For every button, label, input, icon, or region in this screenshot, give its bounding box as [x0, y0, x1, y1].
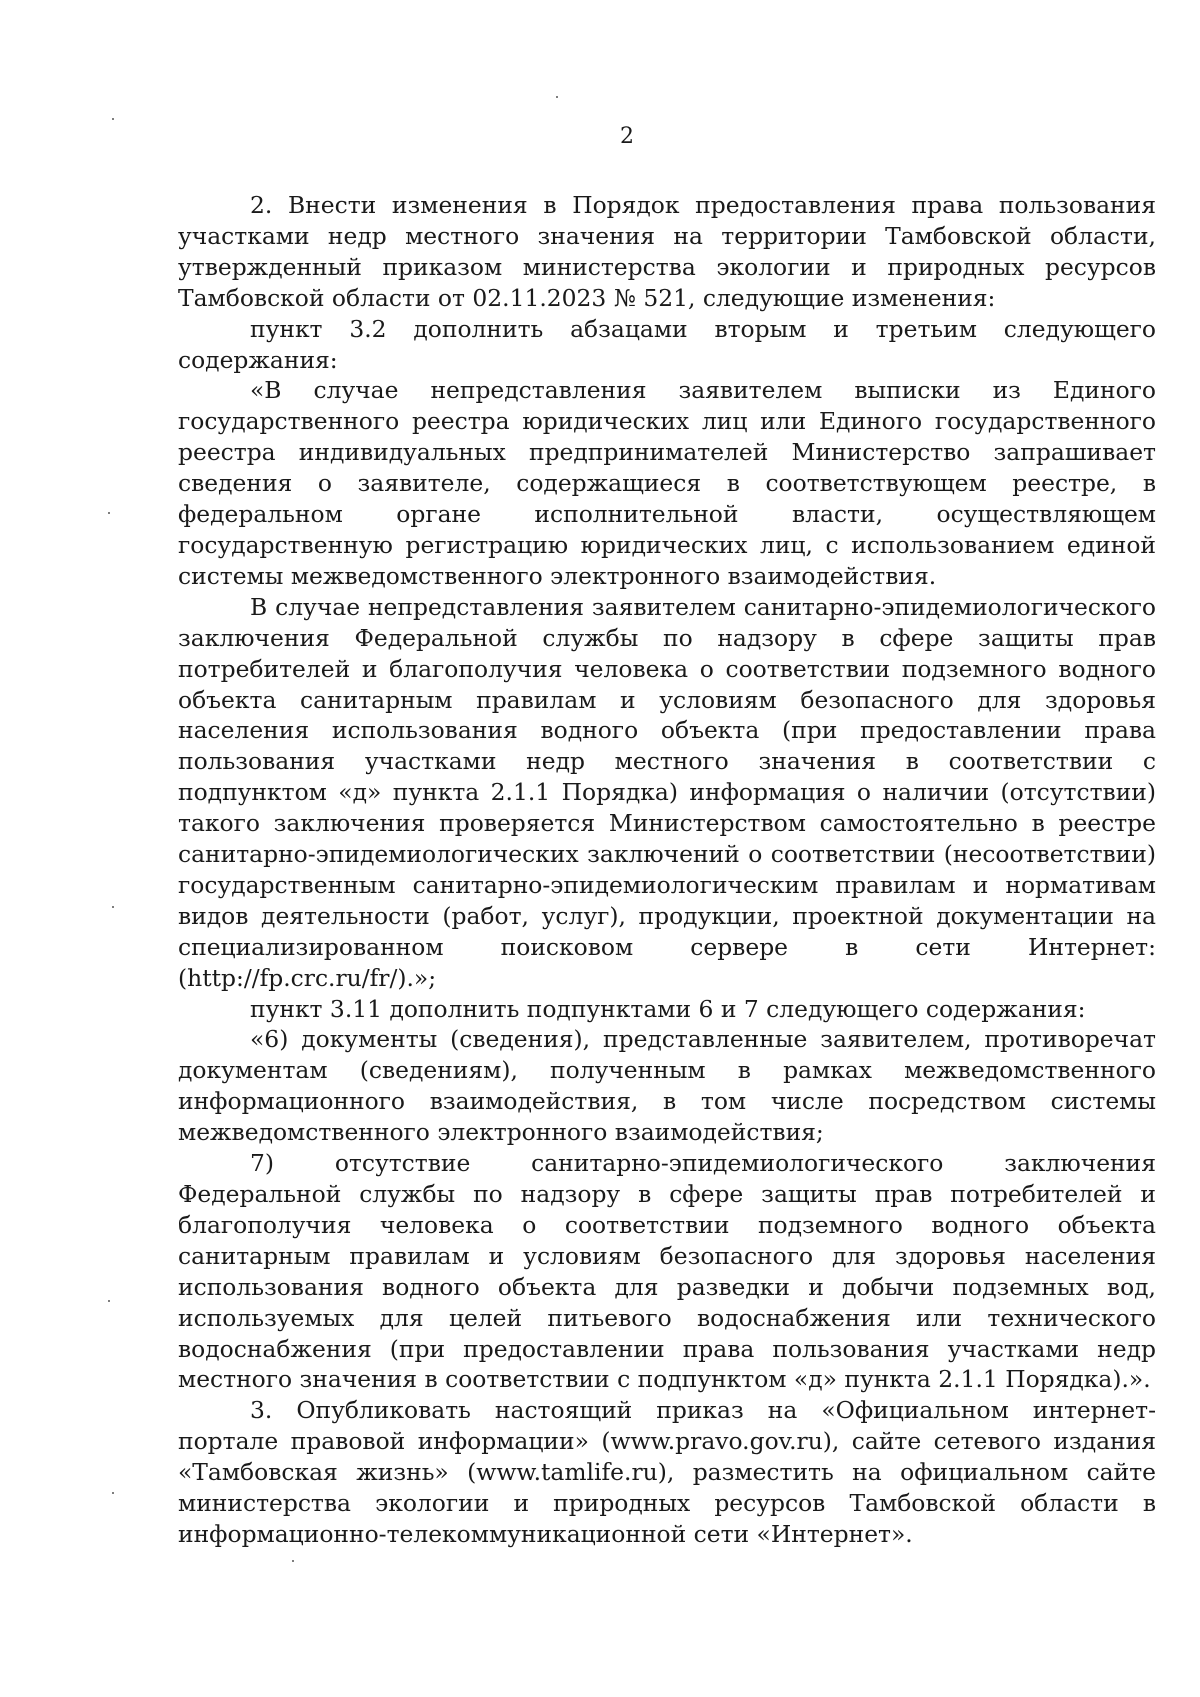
paragraph-subpoint-6: «6) документы (сведения), представленные заявителем, противоречат документам (сведениям), полученным в рамках межведомственного информационного взаимодействия, в том числе посредством системы межведомственного электронного взаимодействия;	[178, 1025, 1156, 1147]
scan-speck	[112, 118, 114, 120]
scan-speck	[556, 96, 558, 98]
paragraph-point-3-2: пункт 3.2 дополнить абзацами вторым и третьим следующего содержания:	[178, 314, 1156, 374]
paragraph-sanitary-conclusion: В случае непредставления заявителем санитарно-эпидемиологического заключения Федеральной службы по надзору в сфере защиты прав потребителей и благополучия человека о соответствии подземного водного объекта санитарным правилам и условиям безопасного для здоровья населения использования водного объекта (при предоставлении права пользования участками недр местного значения в соответствии с подпунктом «д» пункта 2.1.1 Порядка) информация о наличии (отсутствии) такого заключения проверяется Министерством самостоятельно в реестре санитарно-эпидемиологических заключений о соответствии (несоответствии) государственным санитарно-эпидемиологическим правилам и нормативам видов деятельности (работ, услуг), продукции, проектной документации на специализированном поисковом сервере в сети Интернет: (http://fp.crc.ru/fr/).»;	[178, 592, 1156, 992]
scan-speck	[108, 512, 110, 514]
paragraph-item-3: 3. Опубликовать настоящий приказ на «Официальном интернет-портале правовой информации» (www.pravo.gov.ru), сайте сетевого издания «Тамбовская жизнь» (www.tamlife.ru), разместить на официальном сайте министерства экологии и природных ресурсов Тамбовской области в информационно-телекоммуникационной сети «Интернет».	[178, 1396, 1156, 1548]
scan-speck	[112, 906, 114, 908]
scan-speck	[292, 1560, 294, 1562]
paragraph-quote-egrul: «В случае непредставления заявителем выписки из Единого государственного реестра юридических лиц или Единого государственного реестра индивидуальных предпринимателей Министерство запрашивает сведения о заявителе, содержащиеся в соответствующем реестре, в федеральном органе исполнительной власти, осуществляющем государственную регистрацию юридических лиц, с использованием единой системы межведомственного электронного взаимодействия.	[178, 376, 1156, 590]
paragraph-item-2: 2. Внести изменения в Порядок предоставления права пользования участками недр местного значения на территории Тамбовской области, утвержденный приказом министерства экологии и природных ресурсов Тамбовской области от 02.11.2023 № 521, следующие изменения:	[178, 191, 1156, 312]
page-number: 2	[620, 124, 634, 149]
paragraph-point-3-11: пункт 3.11 дополнить подпунктами 6 и 7 следующего содержания:	[250, 994, 1086, 1023]
document-body	[178, 190, 1156, 1550]
scan-speck	[112, 1492, 114, 1494]
paragraph-subpoint-7: 7) отсутствие санитарно-эпидемиологического заключения Федеральной службы по надзору в сфере защиты прав потребителей и благополучия человека о соответствии подземного водного объекта санитарным правилам и условиям безопасного для здоровья населения использования водного объекта для разведки и добычи подземных вод, используемых для целей питьевого водоснабжения или технического водоснабжения (при предоставлении права пользования участками недр местного значения в соответствии с подпунктом «д» пункта 2.1.1 Порядка).».	[178, 1149, 1156, 1394]
scan-speck	[108, 1300, 110, 1302]
